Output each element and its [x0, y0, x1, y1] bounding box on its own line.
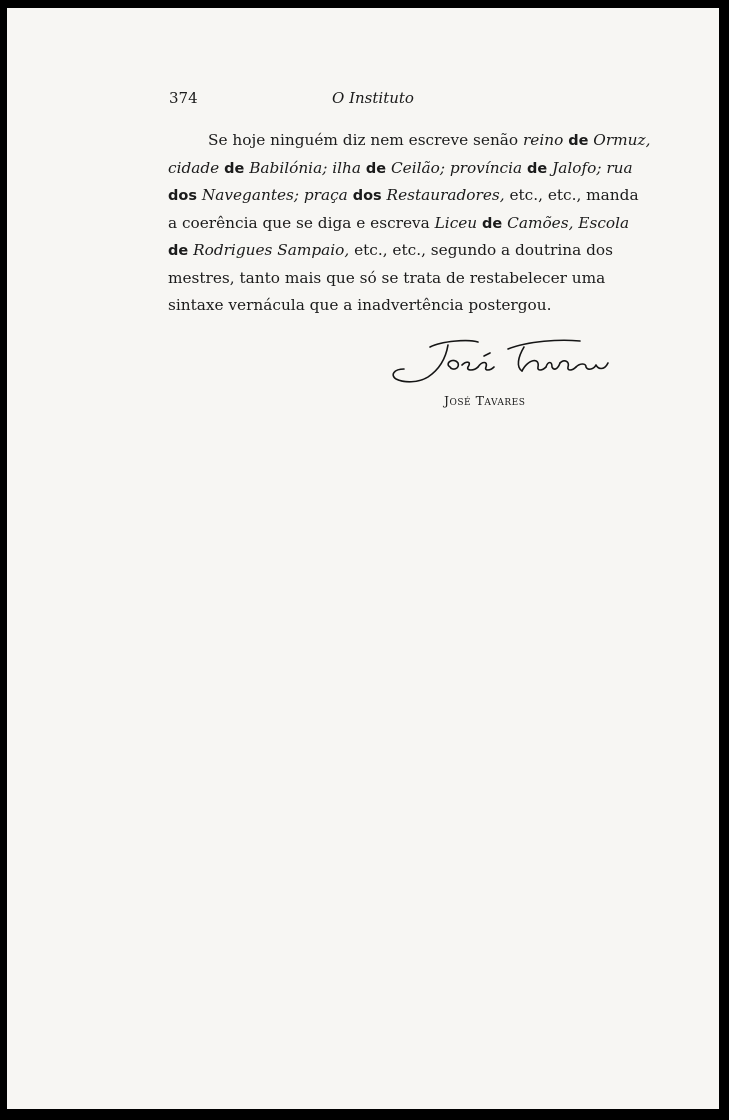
paragraph-line-6: mestres, tanto mais que só se trata de restabelecer uma: [168, 268, 606, 287]
page-number: 374: [169, 89, 198, 107]
paragraph-line-4: a coerência que se diga e escreva Liceu de Camões, Escola: [168, 213, 630, 232]
journal-title: O Instituto: [332, 89, 414, 107]
paragraph-line-2: cidade de Babilónia; ilha de Ceilão; província de Jalofo; rua: [168, 158, 633, 177]
paragraph-line-5: de Rodrigues Sampaio, etc., etc., segundo a doutrina dos: [168, 241, 613, 260]
signer-name: José Tavares: [444, 393, 526, 408]
handwritten-signature: [382, 323, 612, 393]
running-head: [169, 89, 577, 109]
document-page: [7, 8, 719, 1109]
body-paragraph: [168, 127, 651, 318]
paragraph-line-7: sintaxe vernácula que a inadvertência postergou.: [168, 295, 552, 314]
paragraph-line-1: Se hoje ninguém diz nem escreve senão reino de Ormuz,: [208, 131, 651, 149]
paragraph-line-3: dos Navegantes; praça dos Restauradores, etc., etc., manda: [168, 186, 639, 205]
